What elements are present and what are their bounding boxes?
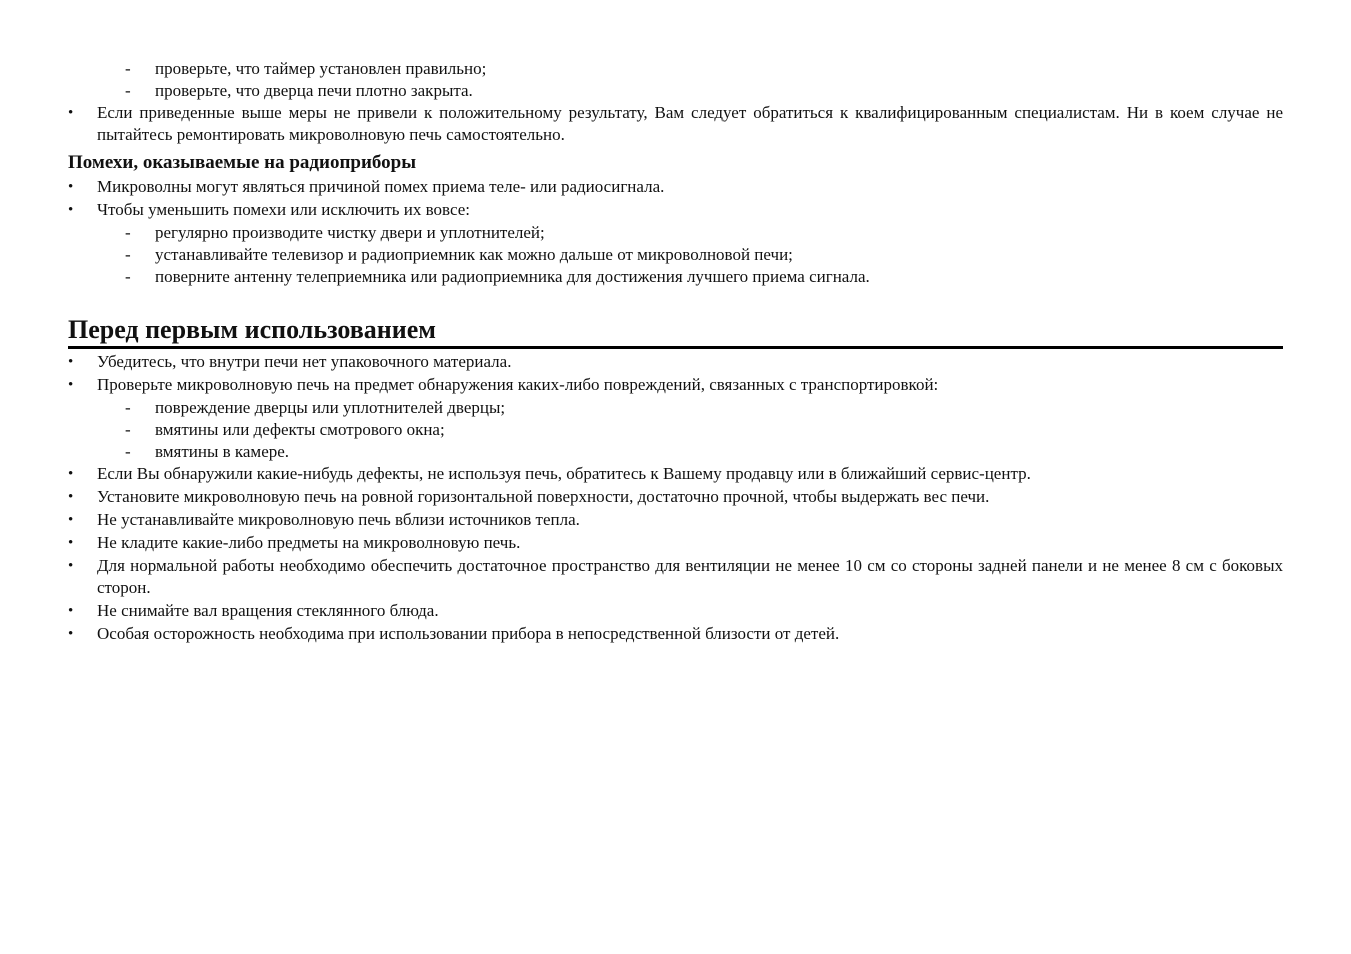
list-item xyxy=(68,176,1283,198)
list-item-text: Особая осторожность необходима при использовании прибора в непосредственной близости от детей. xyxy=(97,624,840,643)
list-item xyxy=(68,102,1283,146)
list-item-text: Если Вы обнаружили какие-нибудь дефекты, не используя печь, обратитесь к Вашему продавцу или в ближайший сервис-центр. xyxy=(97,464,1031,483)
list-item xyxy=(68,419,1283,441)
list-item-text: Убедитесь, что внутри печи нет упаковочного материала. xyxy=(97,352,512,371)
list-item xyxy=(68,80,1283,102)
dash-marker: - xyxy=(125,398,131,417)
list-item xyxy=(68,623,1283,645)
list-item-text: Проверьте микроволновую печь на предмет обнаружения каких-либо повреждений, связанных с транспортировкой: xyxy=(97,375,939,394)
list-item-text: Не снимайте вал вращения стеклянного блюда. xyxy=(97,601,439,620)
list-item xyxy=(68,222,1283,244)
section-heading: Помехи, оказываемые на радиоприборы xyxy=(68,152,417,173)
list-item-text: повреждение дверцы или уплотнителей дверцы; xyxy=(155,398,506,417)
dash-marker: - xyxy=(125,442,131,461)
section-radio-interference xyxy=(68,151,1283,288)
section-title: Перед первым использованием xyxy=(68,314,1283,349)
list-item-text: Не кладите какие-либо предметы на микроволновую печь. xyxy=(97,533,521,552)
dash-marker: - xyxy=(125,245,131,264)
list-item xyxy=(68,441,1283,463)
list-item-text: поверните антенну телеприемника или радиоприемника для достижения лучшего приема сигнала. xyxy=(155,267,870,286)
list-item xyxy=(68,397,1283,419)
bullet-marker: • xyxy=(68,354,74,370)
list-item-text: вмятины в камере. xyxy=(155,442,290,461)
bullet-marker: • xyxy=(68,535,74,551)
list-item-text: Чтобы уменьшить помехи или исключить их вовсе: xyxy=(97,200,470,219)
bullet-marker: • xyxy=(68,603,74,619)
dash-marker: - xyxy=(125,81,131,100)
bullet-marker: • xyxy=(68,105,74,121)
list-item-text: Не устанавливайте микроволновую печь вблизи источников тепла. xyxy=(97,510,580,529)
bullet-marker: • xyxy=(68,202,74,218)
document-page xyxy=(68,58,1283,646)
bullet-marker: • xyxy=(68,466,74,482)
bullet-marker: • xyxy=(68,626,74,642)
dash-marker: - xyxy=(125,420,131,439)
list-item xyxy=(68,266,1283,288)
list-item-text: Микроволны могут являться причиной помех приема теле- или радиосигнала. xyxy=(97,177,665,196)
list-item xyxy=(68,351,1283,373)
list-item xyxy=(68,463,1283,485)
list-item xyxy=(68,58,1283,80)
section-before-first-use xyxy=(68,314,1283,645)
list-item xyxy=(68,555,1283,599)
list-item xyxy=(68,532,1283,554)
list-item-text: Если приведенные выше меры не привели к положительному результату, Вам следует обратиться к квалифицированным специалистам. Ни в коем случае не пытайтесь ремонтировать микроволновую печь самостоятельно. xyxy=(97,103,1283,144)
list-item xyxy=(68,509,1283,531)
list-item-text: устанавливайте телевизор и радиоприемник как можно дальше от микроволновой печи; xyxy=(155,245,793,264)
bullet-marker: • xyxy=(68,179,74,195)
bullet-marker: • xyxy=(68,377,74,393)
list-item xyxy=(68,600,1283,622)
bullet-marker: • xyxy=(68,489,74,505)
bullet-marker: • xyxy=(68,558,74,574)
list-item-text: Установите микроволновую печь на ровной горизонтальной поверхности, достаточно прочной, чтобы выдержать вес печи. xyxy=(97,487,990,506)
dash-marker: - xyxy=(125,223,131,242)
list-item xyxy=(68,486,1283,508)
list-item-text: проверьте, что таймер установлен правильно; xyxy=(155,59,487,78)
list-item-text: вмятины или дефекты смотрового окна; xyxy=(155,420,445,439)
bullet-marker: • xyxy=(68,512,74,528)
list-item-text: регулярно производите чистку двери и уплотнителей; xyxy=(155,223,545,242)
list-item xyxy=(68,199,1283,221)
list-item xyxy=(68,244,1283,266)
dash-marker: - xyxy=(125,59,131,78)
section-troubleshooting-tail xyxy=(68,58,1283,146)
dash-marker: - xyxy=(125,267,131,286)
list-item-text: проверьте, что дверца печи плотно закрыта. xyxy=(155,81,473,100)
list-item xyxy=(68,374,1283,396)
list-item-text: Для нормальной работы необходимо обеспечить достаточное пространство для вентиляции не менее 10 см со стороны задней панели и не менее 8 см с боковых сторон. xyxy=(97,556,1283,597)
